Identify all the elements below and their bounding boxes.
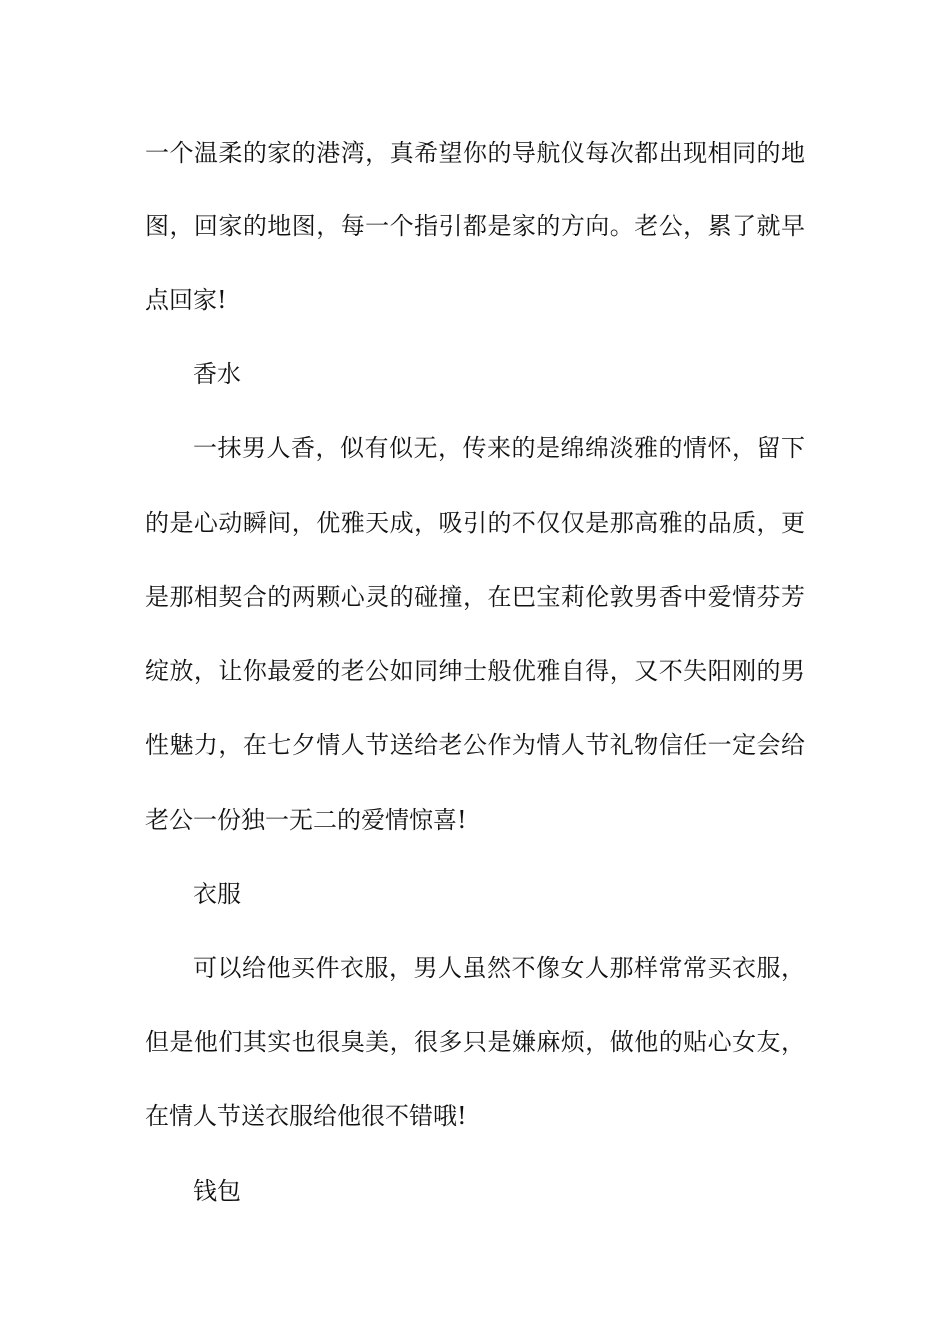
paragraph-line: 点回家! (145, 286, 227, 314)
paragraph-line: 绽放，让你最爱的老公如同绅士般优雅自得，又不失阳刚的男 (145, 657, 805, 685)
section-heading-wallet: 钱包 (193, 1177, 241, 1205)
paragraph-line: 图，回家的地图，每一个指引都是家的方向。老公，累了就早 (145, 212, 805, 240)
paragraph-line: 老公一份独一无二的爱情惊喜! (145, 806, 467, 834)
paragraph-line: 的是心动瞬间，优雅天成，吸引的不仅仅是那高雅的品质，更 (145, 509, 805, 537)
section-heading-clothes: 衣服 (193, 880, 241, 908)
paragraph-line: 一个温柔的家的港湾，真希望你的导航仪每次都出现相同的地 (145, 139, 805, 167)
paragraph-line: 是那相契合的两颗心灵的碰撞，在巴宝莉伦敦男香中爱情芬芳 (145, 583, 805, 611)
paragraph-line: 一抹男人香，似有似无，传来的是绵绵淡雅的情怀，留下 (193, 434, 805, 462)
paragraph-line: 但是他们其实也很臭美，很多只是嫌麻烦，做他的贴心女友， (145, 1028, 805, 1056)
paragraph-line: 性魅力，在七夕情人节送给老公作为情人节礼物信任一定会给 (145, 731, 805, 759)
section-heading-perfume: 香水 (193, 360, 241, 388)
paragraph-line: 可以给他买件衣服，男人虽然不像女人那样常常买衣服， (193, 954, 805, 982)
paragraph-line: 在情人节送衣服给他很不错哦! (145, 1102, 467, 1130)
